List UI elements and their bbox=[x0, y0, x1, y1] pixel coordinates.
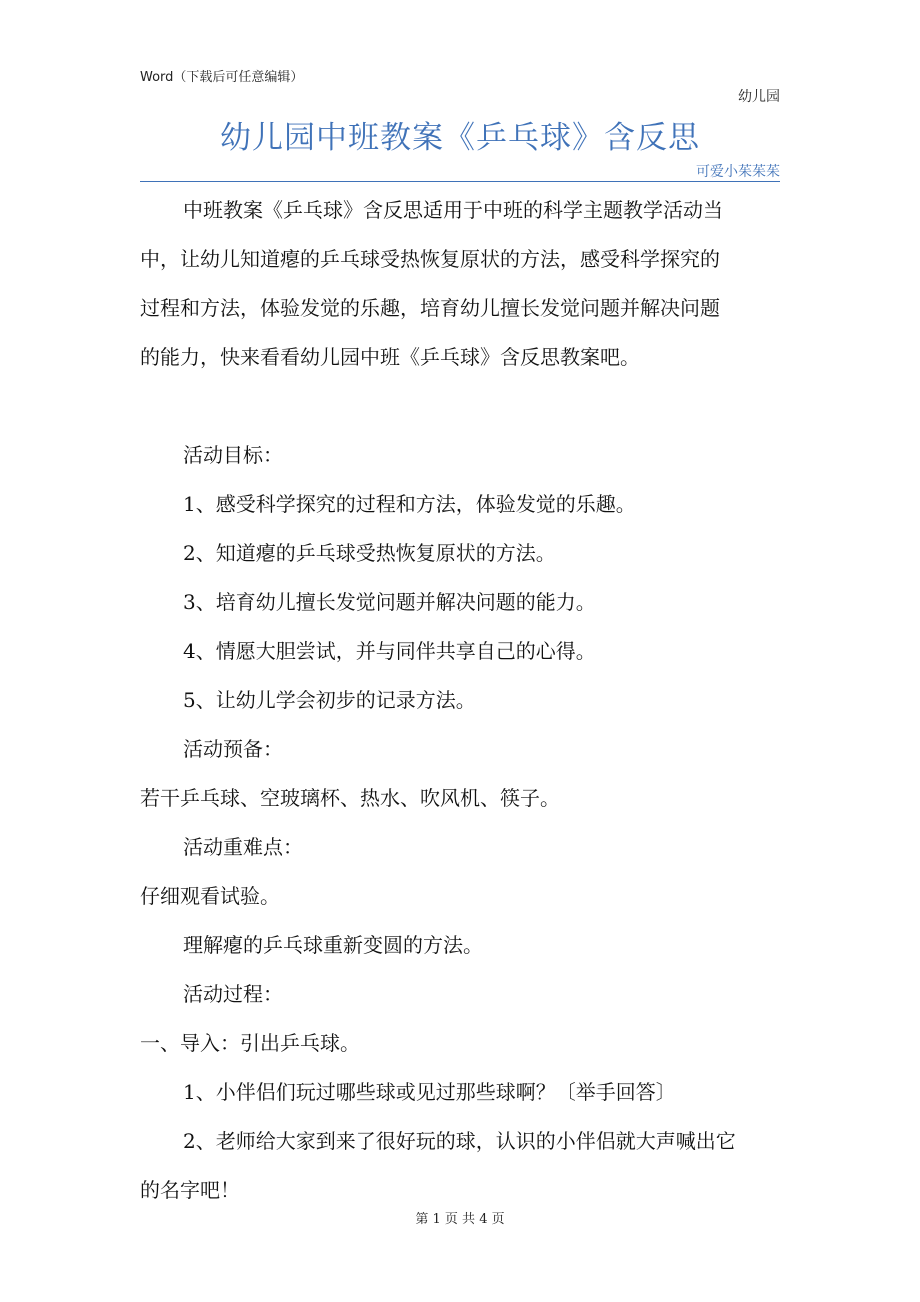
page-header-category: 幼儿园 bbox=[738, 89, 780, 105]
process-step-continued: 的名字吧！ bbox=[140, 1178, 240, 1202]
document-author: 可爱小茱茱茱 bbox=[696, 164, 780, 180]
process-step: 1、小伴侣们玩过哪些球或见过那些球啊？〔举手回答〕 bbox=[183, 1080, 676, 1104]
key-point: 理解瘪的乒乓球重新变圆的方法。 bbox=[183, 933, 483, 957]
key-points-heading: 活动重难点： bbox=[183, 835, 303, 859]
goal-item: 5、让幼儿学会初步的记录方法。 bbox=[183, 688, 476, 712]
prep-heading: 活动预备： bbox=[183, 737, 283, 761]
prep-text: 若干乒乓球、空玻璃杯、热水、吹风机、筷子。 bbox=[140, 786, 560, 810]
document-body bbox=[140, 186, 780, 1215]
goal-item: 3、培育幼儿擅长发觉问题并解决问题的能力。 bbox=[183, 590, 596, 614]
goals-heading: 活动目标： bbox=[183, 443, 283, 467]
intro-line: 的能力，快来看看幼儿园中班《乒乓球》含反思教案吧。 bbox=[140, 345, 640, 369]
goal-item: 4、情愿大胆尝试，并与同伴共享自己的心得。 bbox=[183, 639, 596, 663]
intro-line: 中，让幼儿知道瘪的乒乓球受热恢复原状的方法，感受科学探究的 bbox=[140, 247, 720, 271]
paragraph-gap bbox=[140, 382, 780, 431]
process-step: 2、老师给大家到来了很好玩的球，认识的小伴侣就大声喊出它 bbox=[183, 1129, 736, 1153]
intro-line: 过程和方法，体验发觉的乐趣，培育幼儿擅长发觉问题并解决问题 bbox=[140, 296, 720, 320]
goal-item: 2、知道瘪的乒乓球受热恢复原状的方法。 bbox=[183, 541, 556, 565]
process-heading: 活动过程： bbox=[183, 982, 283, 1006]
key-point: 仔细观看试验。 bbox=[140, 884, 280, 908]
intro-line: 中班教案《乒乓球》含反思适用于中班的科学主题教学活动当 bbox=[183, 198, 723, 222]
goal-item: 1、感受科学探究的过程和方法，体验发觉的乐趣。 bbox=[183, 492, 636, 516]
title-divider bbox=[140, 181, 780, 182]
download-note: Word（下载后可任意编辑） bbox=[140, 70, 304, 85]
page-number: 第 1 页 共 4 页 bbox=[415, 1212, 505, 1227]
process-step-heading: 一、导入：引出乒乓球。 bbox=[140, 1031, 360, 1055]
document-title: 幼儿园中班教案《乒乓球》含反思 bbox=[220, 120, 700, 156]
